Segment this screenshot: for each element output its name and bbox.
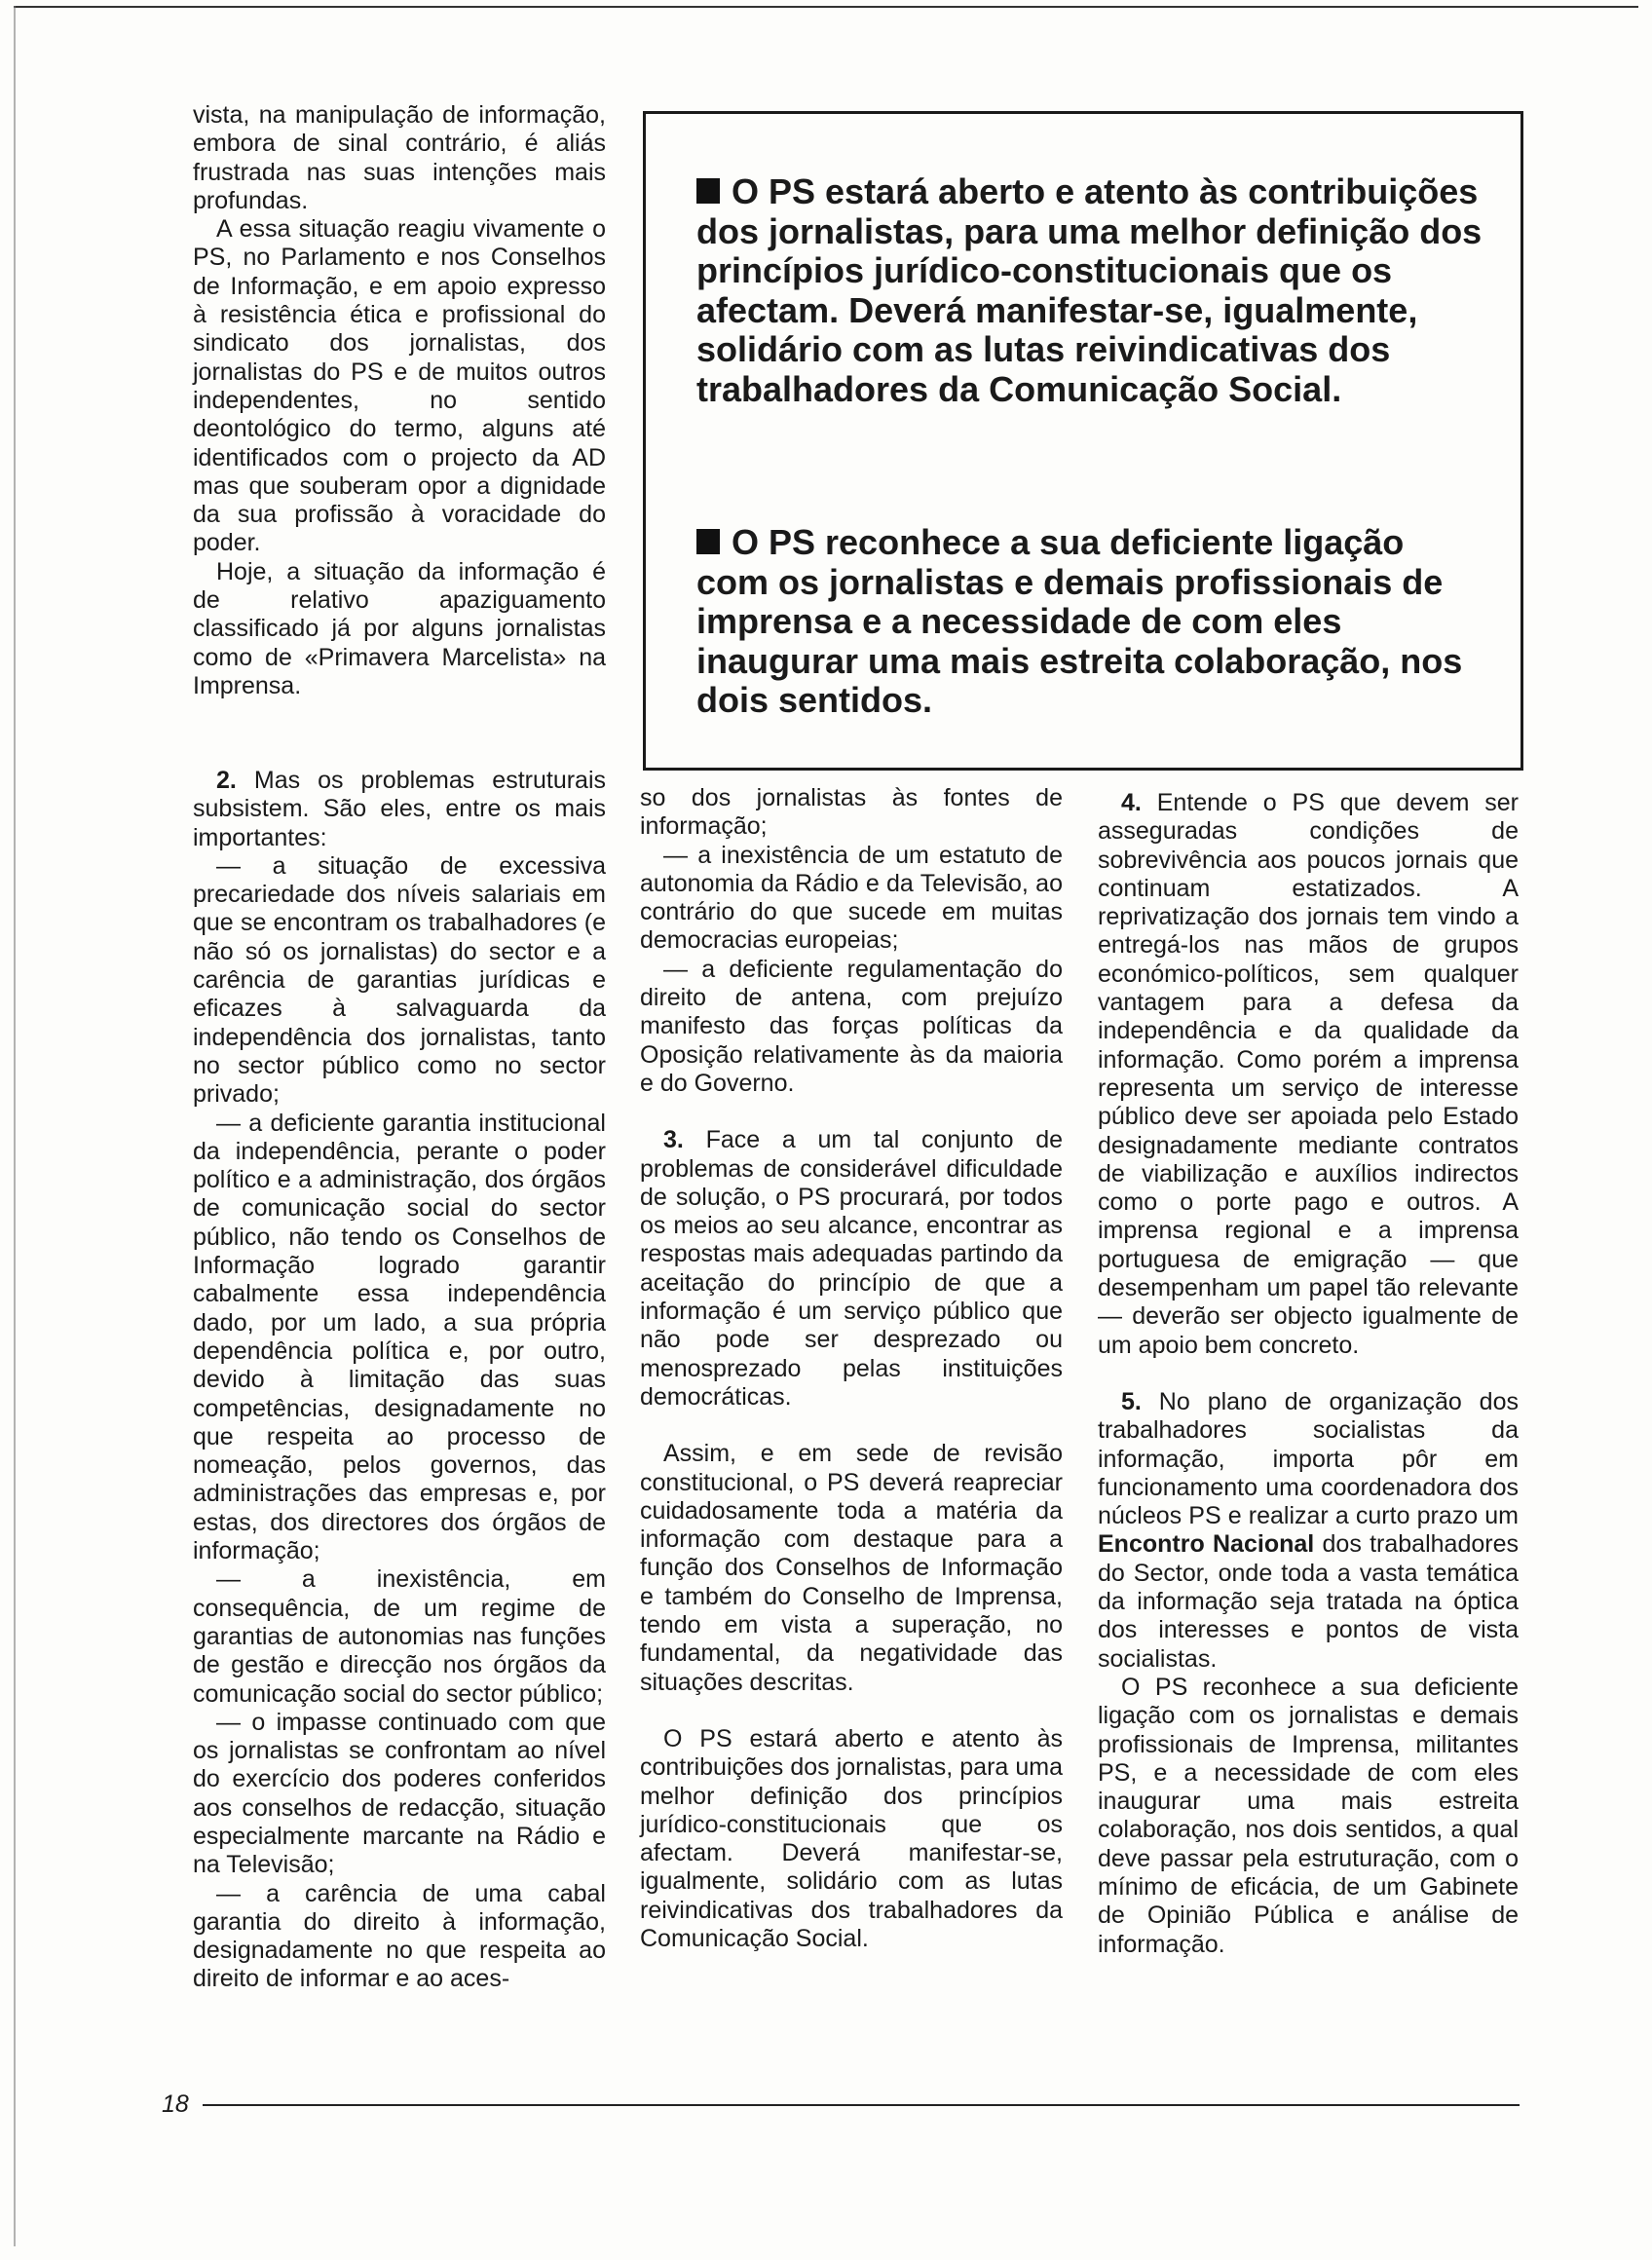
square-bullet-icon [696, 178, 720, 204]
column-1-top [193, 101, 606, 700]
section-3 [640, 1126, 1063, 1412]
footer-rule [203, 2104, 1520, 2106]
section-text: Face a um tal conjunto de problemas de considerável dificuldade de solução, o PS procurará, por todos os meios ao seu alcance, encontrar as respostas mais adequadas partindo da aceitação do princípio de que a informação é um serviço público que não pode ser desprezado ou menosprezado pelas instituições democráticas. [640, 1126, 1063, 1411]
column-2 [640, 784, 1063, 1953]
column-1-bottom [193, 767, 606, 1994]
highlight-box [643, 111, 1523, 771]
section-5 [1098, 1388, 1519, 1674]
list-item: — a inexistência de um estatuto de autonomia da Rádio e da Televisão, ao contrário do que sucede em muitas democracias europeias; [640, 841, 1063, 955]
section-number: 2. [216, 767, 237, 794]
section-number: 3. [663, 1126, 684, 1154]
section-text: Mas os problemas estruturais subsistem. São eles, entre os mais importantes: [193, 767, 607, 851]
paragraph: O PS reconhece a sua deficiente ligação com os jornalistas e demais profissionais de Imprensa, militantes PS, e a necessidade de com eles inaugurar uma mais estreita colaboração, nos dois sentidos, a qual deve passar pela estruturação, com o mínimo de eficácia, de um Gabinete de Opinião Pública e análise de informação. [1098, 1673, 1519, 1958]
paragraph: A essa situação reagiu vivamente o PS, no Parlamento e nos Conselhos de Informação, e em apoio expresso à resistência ética e profissional do sindicato dos jornalistas, dos jornalistas do PS e de muitos outros independentes, no sentido deontológico do termo, alguns até identificados com o projecto da AD mas que souberam opor a dignidade da sua profissão à voracidade do poder. [193, 215, 606, 557]
section-text: dos trabalhadores do Sector, onde toda a vasta temática da informação seja tratada na óptica dos interesses e pontos de vista socialistas. [1098, 1530, 1519, 1673]
paragraph: Hoje, a situação da informação é de relativo apaziguamento classificado já por alguns jornalistas como de «Primavera Marcelista» na Imprensa. [193, 557, 606, 699]
bold-text: Encontro Nacional [1098, 1530, 1315, 1559]
paragraph: O PS estará aberto e atento às contribuições dos jornalistas, para uma melhor definição dos princípios jurídico-constitucionais que os afectam. Deverá manifestar-se, igualmente, solidário com as lutas reivindicativas dos trabalhadores da Comunicação Social. [640, 1724, 1063, 1952]
top-rule [14, 6, 1638, 8]
highlight-bullet [696, 172, 1485, 409]
section-number: 5. [1121, 1387, 1142, 1415]
list-item: — a inexistência, em consequência, de um regime de garantias de autonomias nas funções de gestão e direcção nos órgãos da comunicação social do sector público; [193, 1565, 606, 1708]
section-number: 4. [1121, 789, 1142, 816]
list-item: — a carência de uma cabal garantia do direito à informação, designadamente no que respeita ao direito de informar e ao aces- [193, 1879, 606, 1993]
list-item: — a situação de excessiva precariedade dos níveis salariais em que se encontram os trabalhadores (e não só os jornalistas) do sector e a carência de garantias jurídicas e eficazes à salvaguarda da independência dos jornalistas, tanto no sector público como no sector privado; [193, 851, 606, 1109]
square-bullet-icon [696, 529, 720, 554]
section-text: Entende o PS que devem ser asseguradas condições de sobrevivência aos poucos jornais que continuam estatizados. A reprivatização dos jornais tem vindo a entregá-los nas mãos de grupos económico-políticos, sem qualquer vantagem para a defesa da independência e da qualidade da informação. Como porém a imprensa representa um serviço de interesse público deve ser apoiada pelo Estado designadamente mediante contratos de viabilização e auxílios indirectos como o porte pago e outros. A imprensa regional e a imprensa portuguesa de emigração — que desempenham um papel tão relevante — deverão ser objecto igualmente de um apoio bem concreto. [1098, 789, 1519, 1359]
list-item: — o impasse continuado com que os jornalistas se confrontam ao nível do exercício dos poderes conferidos aos conselhos de redacção, situação especialmente marcante na Rádio e na Televisão; [193, 1708, 606, 1879]
paragraph: Assim, e em sede de revisão constitucional, o PS deverá reapreciar cuidadosamente toda a matéria da informação com destaque para a função dos Conselhos de Informação e também do Conselho de Imprensa, tendo em vista a superação, no fundamental, da negatividade das situações descritas. [640, 1440, 1063, 1696]
column-3 [1098, 789, 1519, 1959]
list-item: — a deficiente regulamentação do direito de antena, com prejuízo manifesto das forças políticas da Oposição relativamente às da maioria e do Governo. [640, 955, 1063, 1097]
left-edge [14, 6, 16, 2246]
highlight-bullet [696, 523, 1485, 721]
section-text: No plano de organização dos trabalhadores socialistas da informação, importa pôr em funcionamento uma coordenadora dos núcleos PS e realizar a curto prazo um [1098, 1387, 1519, 1530]
list-item: — a deficiente garantia institucional da independência, perante o poder político e a administração, dos órgãos de comunicação social do sector público, não tendo os Conselhos de Informação logrado garantir cabalmente essa independência dado, por um lado, a sua própria dependência política e, por outro, devido à limitação das suas competências, designadamente no que respeita ao processo de nomeação, pelos governos, das administrações das empresas e, por estas, dos directores dos órgãos de informação; [193, 1109, 606, 1565]
page-number: 18 [162, 2090, 189, 2118]
section-2 [193, 767, 606, 852]
highlight-text: O PS estará aberto e atento às contribuições dos jornalistas, para uma melhor definição dos princípios jurídico-constitucionais que os afectam. Deverá manifestar-se, igualmente, solidário com as lutas reivindicativas dos trabalhadores da Comunicação Social. [696, 171, 1483, 409]
paragraph: so dos jornalistas às fontes de informação; [640, 784, 1063, 841]
highlight-text: O PS reconhece a sua deficiente ligação com os jornalistas e demais profissionais de imprensa e a necessidade de com eles inaugurar uma mais estreita colaboração, nos dois sentidos. [696, 522, 1463, 720]
section-4 [1098, 789, 1519, 1360]
paragraph: vista, na manipulação de informação, embora de sinal contrário, é aliás frustrada nas suas intenções mais profundas. [193, 101, 606, 214]
